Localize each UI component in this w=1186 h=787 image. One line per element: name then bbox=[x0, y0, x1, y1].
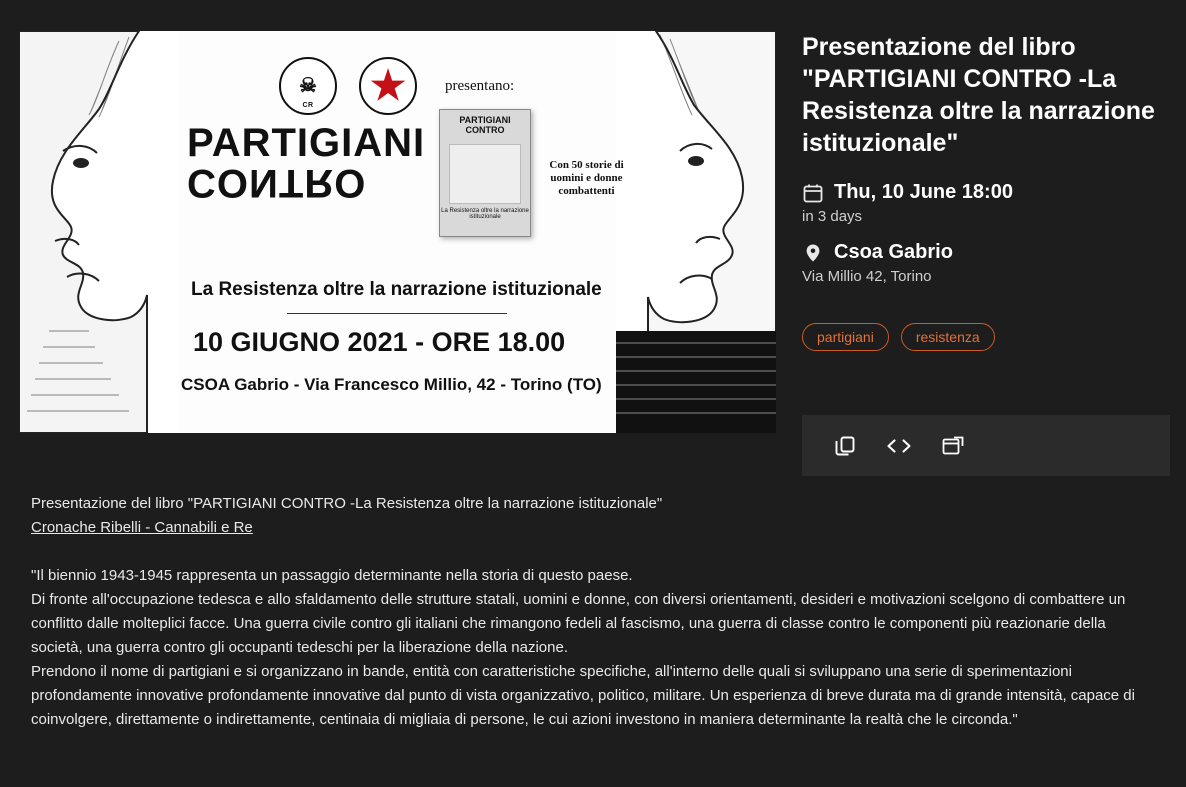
cronache-ribelli-logo bbox=[279, 57, 337, 115]
description-body-2: Di fronte all'occupazione tedesca e allo sfaldamento delle strutture statali, uomini e donne, con diversi orientamenti, desideri e motivazioni scelgono di combattere un conflitto dalle molteplici facce. Una guerra civile contro gli italiani che rimangono fedeli al fascismo, una guerra di classe contro le componenti più reazionarie della società, una guerra contro gli occupanti tedeschi per la liberazione della nazione. bbox=[31, 591, 1126, 656]
book-cover-footer: La Resistenza oltre la narrazione istituzionale bbox=[441, 207, 529, 220]
poster-title bbox=[187, 123, 425, 203]
skull-icon: ☠ bbox=[299, 75, 317, 97]
event-relative-date: in 3 days bbox=[802, 208, 863, 225]
event-location-row bbox=[802, 241, 1170, 264]
add-to-calendar-icon[interactable] bbox=[940, 433, 966, 459]
event-info-panel bbox=[802, 31, 1170, 351]
page-title: Presentazione del libro "PARTIGIANI CONTRO -La Resistenza oltre la narrazione istituzionale" bbox=[802, 33, 1155, 157]
calendar-icon bbox=[802, 182, 824, 204]
poster-subtitle: La Resistenza oltre la narrazione istituzionale bbox=[191, 279, 602, 300]
tag-list bbox=[802, 323, 1170, 351]
event-date: Thu, 10 June 18:00 bbox=[834, 181, 1013, 203]
poster-canvas bbox=[19, 31, 776, 433]
poster-title-line2: CONTRO bbox=[187, 161, 367, 205]
logo-left-text: CR bbox=[302, 102, 314, 110]
book-cover-title: PARTIGIANI CONTRO bbox=[459, 115, 511, 135]
event-date-row bbox=[802, 181, 1170, 204]
left-portrait-illustration bbox=[19, 31, 179, 433]
csoa-gabrio-logo bbox=[359, 57, 417, 115]
red-star-icon: ★ bbox=[370, 64, 406, 108]
tag-resistenza[interactable]: resistenza bbox=[901, 323, 995, 351]
poster-content bbox=[169, 31, 629, 433]
tag-partigiani[interactable]: partigiani bbox=[802, 323, 889, 351]
book-cover-art bbox=[449, 144, 521, 204]
poster-title-line1: PARTIGIANI bbox=[187, 121, 426, 165]
poster-presentano-label: presentano: bbox=[445, 77, 515, 94]
event-address: Via Millio 42, Torino bbox=[802, 268, 932, 285]
poster-place: CSOA Gabrio - Via Francesco Millio, 42 - Torino (TO) bbox=[181, 375, 602, 394]
book-cover-thumbnail bbox=[439, 109, 531, 237]
description-body-3: Prendono il nome di partigiani e si organizzano in bande, entità con caratteristiche specifiche, all'interno delle quali si sviluppano una serie di sperimentazioni profondamente innovative profondamente innovative dal punto di vista organizzativo, politico, militare. Un esperienza di breve durata ma di grande intensità, capace di coinvolgere, direttamente o indirettamente, centinaia di migliaia di persone, le cui azioni investono in maniera determinante la realtà che le circonda." bbox=[31, 663, 1135, 728]
poster-badge: Con 50 storie di uomini e donne combattenti bbox=[549, 159, 624, 198]
event-description bbox=[31, 492, 1155, 732]
embed-code-icon[interactable] bbox=[886, 433, 912, 459]
event-action-bar bbox=[802, 415, 1170, 476]
source-link[interactable]: Cronache Ribelli - Cannabili e Re bbox=[31, 519, 253, 536]
description-body-1: "Il biennio 1943-1945 rappresenta un passaggio determinante nella storia di questo paese. bbox=[31, 567, 633, 584]
poster-logos bbox=[279, 57, 514, 115]
description-link-wrap bbox=[31, 516, 1155, 540]
copy-icon[interactable] bbox=[832, 433, 858, 459]
event-venue: Csoa Gabrio bbox=[834, 241, 953, 263]
description-spacer bbox=[31, 540, 1155, 564]
right-portrait-illustration bbox=[616, 31, 776, 433]
poster-divider bbox=[287, 313, 507, 314]
description-line-1: Presentazione del libro "PARTIGIANI CONTRO -La Resistenza oltre la narrazione istituzionale" bbox=[31, 495, 663, 512]
map-pin-icon bbox=[802, 242, 824, 264]
poster-date: 10 GIUGNO 2021 - ORE 18.00 bbox=[193, 327, 566, 357]
event-poster-image[interactable] bbox=[19, 31, 776, 433]
